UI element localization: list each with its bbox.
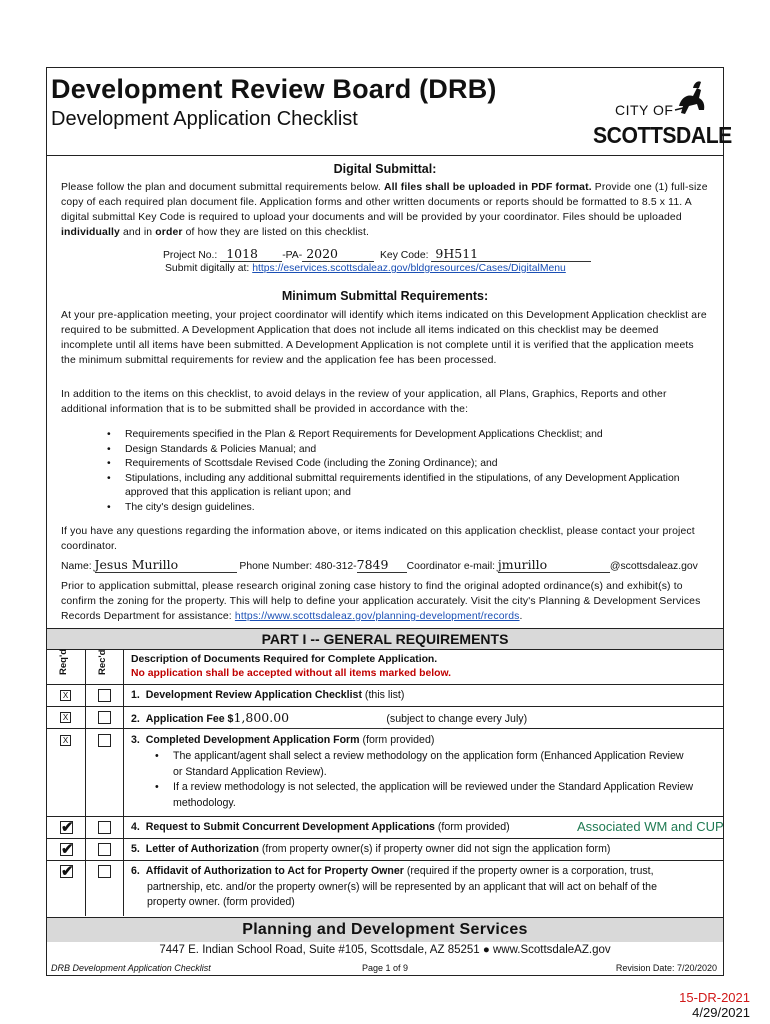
row-divider <box>47 838 723 839</box>
checkmark-icon: ✔ <box>61 863 74 880</box>
logo-scottsdale-text: SCOTTSDALE <box>593 122 732 148</box>
checklist-table <box>47 649 723 916</box>
warning-text: No application shall be accepted without all items marked below. <box>131 668 452 679</box>
row-divider <box>47 816 723 817</box>
digital-submittal-link[interactable]: https://eservices.scottsdaleaz.gov/bldgresources/Cases/DigitalMenu <box>252 263 566 274</box>
additional-info-text: In addition to the items on this checklist, to avoid delays in the review of your application, all Plans, Graphics, Reports and other additional information that is to be submitted shall be provided in accordance with the: <box>61 389 667 415</box>
pa-number-value: 2020 <box>306 246 339 261</box>
list-item: • Stipulations, including any additional submittal requirements identified in the stipulations, of any Development Application approved that this application is reliant upon; and <box>107 472 693 501</box>
checklist-item-1: 1. Development Review Application Checklist (this list) <box>131 689 405 701</box>
project-number-line: Project No.: 1018 -PA- 2020 Key Code: 9H511 <box>163 246 591 262</box>
revision-date: Revision Date: 7/20/2020 <box>615 963 717 973</box>
department-name: Planning and Development Services <box>47 917 723 942</box>
records-link[interactable]: https://www.scottsdaleaz.gov/planning-development/records <box>234 611 520 622</box>
horse-rider-icon <box>671 76 711 120</box>
recd-checkbox[interactable] <box>98 689 111 702</box>
column-divider <box>85 649 86 916</box>
project-number-value: 1018 <box>226 246 258 261</box>
contact-text: If you have any questions regarding the information above, or items indicated on this application checklist, please contact your project coordinator. <box>61 526 695 552</box>
recd-checkbox[interactable] <box>98 865 111 878</box>
description-header: Description of Documents Required for Complete Application. No application shall be accepted without all items marked below. <box>131 654 452 679</box>
checklist-item-4: 4. Request to Submit Concurrent Development Applications (form provided) <box>131 821 510 833</box>
page-title: Development Review Board (DRB) <box>51 74 497 104</box>
digital-submittal-heading: Digital Submittal: <box>333 162 437 176</box>
checklist-item-2: 2. Application Fee $1,800.00 (subject to change every July) <box>131 710 527 729</box>
column-divider <box>123 649 124 916</box>
list-item: • If a review methodology is not selected, the application will be reviewed under the Standard Application Review methodology. <box>155 780 693 811</box>
recd-checkbox[interactable] <box>98 843 111 856</box>
digital-submittal-text: Please follow the plan and document submittal requirements below. All files shall be uploaded in PDF format. Provide one (1) full-size copy of each required plan document file. Application forms and other written documents or reports should be formatted to 8.5 x 11. A digital submittal Key Code is required to upload your documents and will be provided by your coordinator. Files should be uploaded individually and in order of how they are listed on this checklist. <box>61 182 708 238</box>
reqd-checkbox[interactable] <box>60 821 73 834</box>
city-logo <box>593 76 732 148</box>
row-divider <box>47 706 723 707</box>
divider <box>47 155 723 156</box>
coordinator-phone-value: 7849 <box>356 557 389 572</box>
list-item: • The applicant/agent shall select a review methodology on the application form (Enhanced Application Review or Standard Application Review). <box>155 749 693 780</box>
stamp-date: 4/29/2021 <box>692 1005 750 1020</box>
checkmark-icon: ✔ <box>61 819 74 836</box>
recd-checkbox[interactable] <box>98 711 111 724</box>
list-item: • The city's design guidelines. <box>107 501 693 516</box>
checklist-page <box>46 67 732 976</box>
reqd-checkbox[interactable] <box>60 843 73 856</box>
footer-document-name: DRB Development Application Checklist <box>51 963 211 973</box>
checklist-item-5: 5. Letter of Authorization (from property owner(s) if property owner did not sign the application form) <box>131 843 611 855</box>
case-stamp <box>679 990 750 1020</box>
minimum-requirements-heading: Minimum Submittal Requirements: <box>281 289 489 303</box>
zoning-research-text: Prior to application submittal, please research original zoning case history to find the original adopted ordinance(s) and exhibit(s) to confirm the zoning for the property. This will help to define your application accurately. Visit the city's Planning & Development Services Records Department for assistance: https://www.scottsdaleaz.gov/planning-development/records. <box>61 581 701 622</box>
application-fee-value: 1,800.00 <box>233 710 290 725</box>
logo-city-text: CITY OF <box>615 102 674 118</box>
list-item: • Design Standards & Policies Manual; and <box>107 443 693 458</box>
requirements-list <box>107 428 693 515</box>
item-3-sublist <box>155 749 693 811</box>
page-number: Page 1 of 9 <box>361 963 409 973</box>
reqd-checkbox[interactable]: X <box>60 690 71 701</box>
row-divider <box>47 684 723 685</box>
submit-line: Submit digitally at: https://eservices.scottsdaleaz.gov/bldgresources/Cases/DigitalMenu <box>165 263 566 274</box>
row-divider <box>47 860 723 861</box>
key-code-value: 9H511 <box>435 246 479 261</box>
coordinator-name-value: Jesus Murillo <box>94 557 179 572</box>
checklist-item-6: 6. Affidavit of Authorization to Act for Property Owner (required if the property owner is a corporation, trust, partnership, etc. and/or the property owner(s) will be represented by an applicant that will act on behalf of the property owner. (form provided) <box>131 865 657 908</box>
case-number: 15-DR-2021 <box>679 990 750 1005</box>
coordinator-email-value: jmurillo <box>497 557 548 572</box>
handwritten-note: Associated WM and CUP <box>577 819 724 834</box>
reqd-checkbox[interactable]: X <box>60 712 71 723</box>
list-item: • Requirements specified in the Plan & Report Requirements for Development Applications Checklist; and <box>107 428 693 443</box>
coordinator-line: Name: Jesus Murillo Phone Number: 480-312-7849 Coordinator e-mail: jmurillo @scottsdaleaz.gov <box>61 557 698 572</box>
recd-checkbox[interactable] <box>98 821 111 834</box>
page-subtitle: Development Application Checklist <box>51 108 358 130</box>
reqd-checkbox[interactable]: X <box>60 735 71 746</box>
reqd-checkbox[interactable] <box>60 865 73 878</box>
part-one-heading: PART I -- GENERAL REQUIREMENTS <box>47 628 723 650</box>
reqd-column-header: Req'd <box>58 648 69 675</box>
minimum-requirements-text: At your pre-application meeting, your project coordinator will identify which items indicated on this Development Application checklist are required to be submitted. A Development Application that does not include all items indicated on this checklist may be deemed incomplete until all items have been submitted. A Development Application is not complete until it is verified that the application meets the minimum submittal requirements for review and the application fee has been processed. <box>61 310 707 366</box>
recd-checkbox[interactable] <box>98 734 111 747</box>
checklist-item-3: 3. Completed Development Application Form (form provided) <box>131 734 435 746</box>
list-item: • Requirements of Scottsdale Revised Code (including the Zoning Ordinance); and <box>107 457 693 472</box>
recd-column-header: Rec'd <box>97 649 108 675</box>
checkmark-icon: ✔ <box>61 841 74 858</box>
department-address: 7447 E. Indian School Road, Suite #105, Scottsdale, AZ 85251 ● www.ScottsdaleAZ.gov <box>159 944 611 956</box>
